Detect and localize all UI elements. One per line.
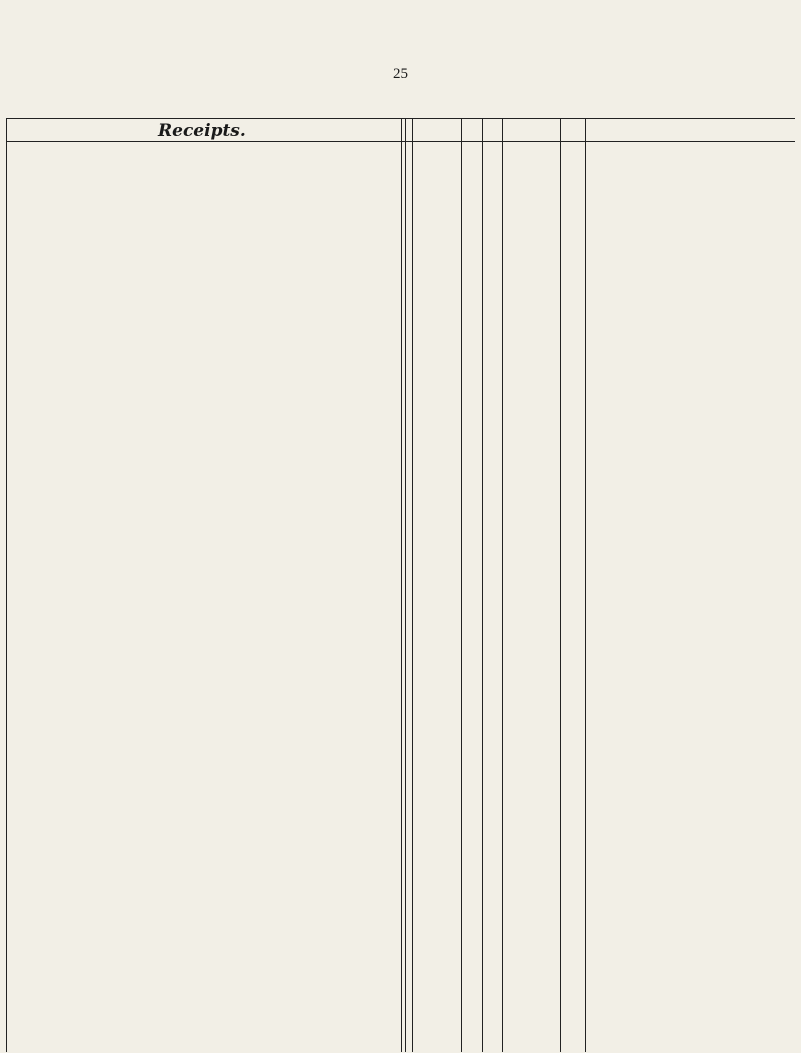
left-border xyxy=(6,118,7,1052)
center-divider xyxy=(401,118,402,1052)
receipts-column-rule xyxy=(585,141,586,1052)
center-divider-2 xyxy=(405,118,406,1052)
receipts-column-rule xyxy=(482,118,483,141)
receipts-heading: Receipts. xyxy=(158,121,246,141)
receipts-column-rule xyxy=(585,118,586,141)
receipts-column-rule xyxy=(412,118,413,141)
receipts-column-rule xyxy=(461,141,462,1052)
receipts-column-rule xyxy=(461,118,462,141)
page-number: 25 xyxy=(393,66,408,82)
receipts-column-rule xyxy=(502,118,503,141)
receipts-column-rule xyxy=(560,141,561,1052)
receipts-column-rule xyxy=(560,118,561,141)
receipts-column-rule xyxy=(482,141,483,1052)
receipts-column-rule xyxy=(502,141,503,1052)
receipts-column-rule xyxy=(412,141,413,1052)
